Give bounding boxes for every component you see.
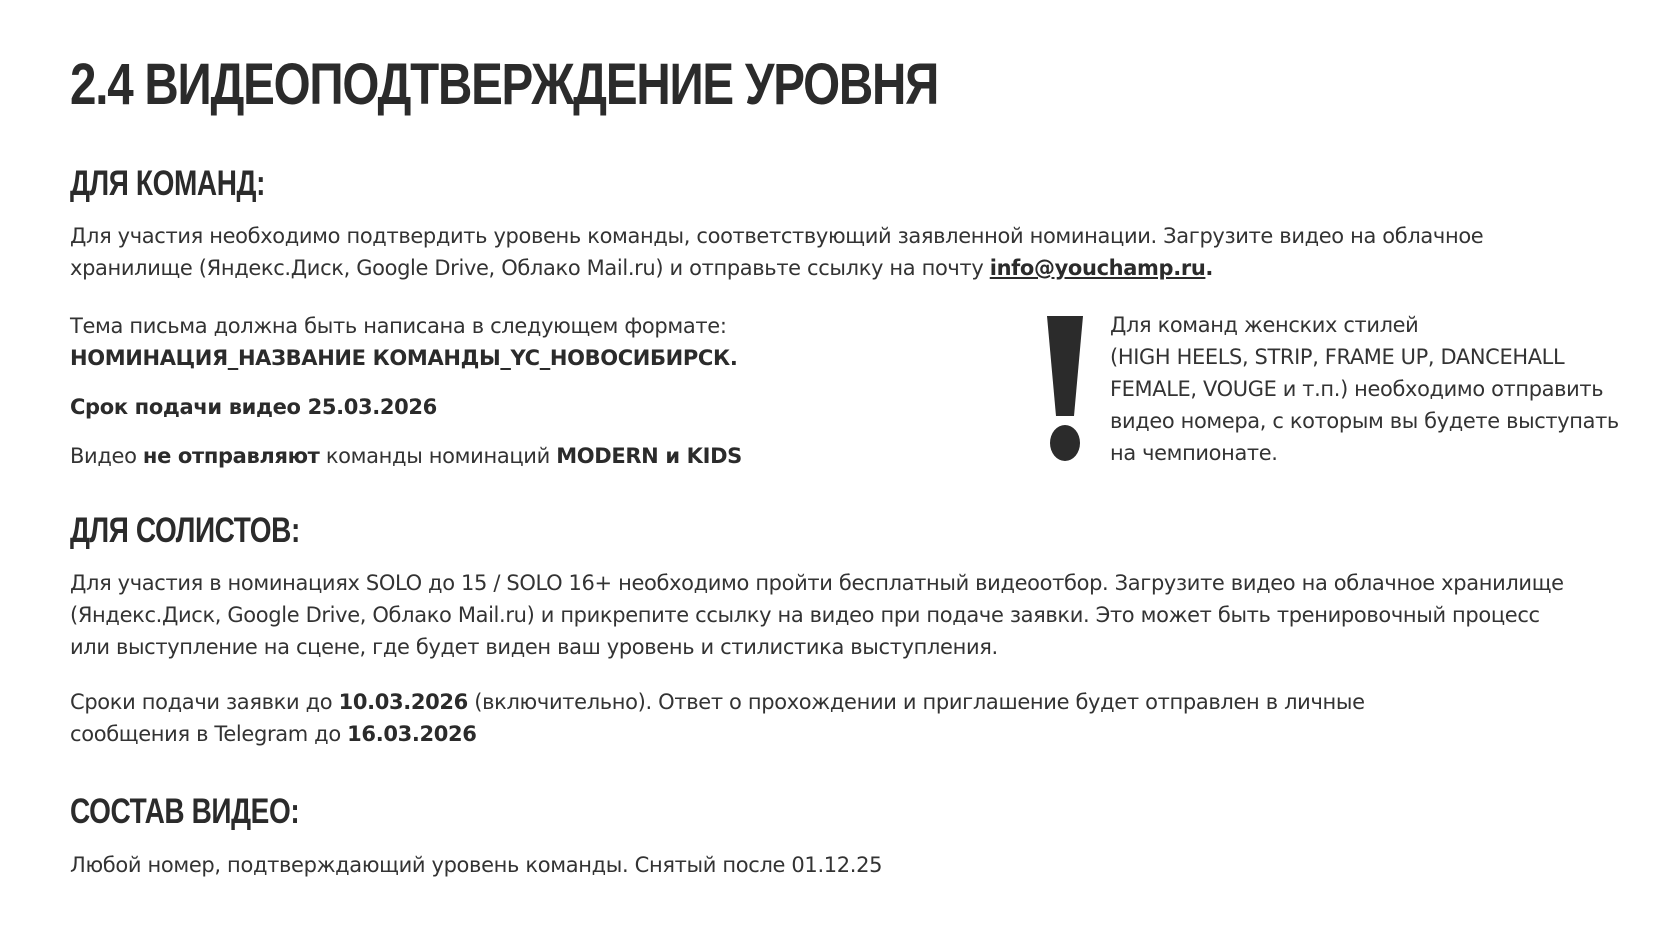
exempt-prefix: Видео <box>70 444 143 468</box>
dates-mid: (включительно). Ответ о прохождении и приглашение будет отправлен в личные <box>467 690 1365 714</box>
email-link[interactable]: info@youchamp.ru <box>989 256 1206 280</box>
dates-date1: 10.03.2026 <box>338 690 468 714</box>
soloists-line1: Для участия в номинациях SOLO до 15 / SOLO 16+ необходимо пройти бесплатный видеоотбор. Загрузите видео на облачное хранилище <box>70 571 1564 595</box>
teams-heading: ДЛЯ КОМАНД: <box>70 164 266 203</box>
exclamation-bar <box>1047 316 1083 416</box>
teams-intro-line1: Для участия необходимо подтвердить уровень команды, соответствующий заявленной номинации. Загрузите видео на облачное <box>70 224 1484 248</box>
soloists-text <box>70 567 1668 663</box>
soloists-heading: ДЛЯ СОЛИСТОВ: <box>70 511 300 550</box>
page-title: 2.4 ВИДЕОПОДТВЕРЖДЕНИЕ УРОВНЯ <box>70 52 939 117</box>
exclamation-icon <box>1045 316 1085 462</box>
female-styles-note <box>1110 309 1668 469</box>
note-line5: на чемпионате. <box>1110 441 1278 465</box>
deadline-text: Срок подачи видео 25.03.2026 <box>70 395 437 419</box>
video-heading: СОСТАВ ВИДЕО: <box>70 792 300 831</box>
note-line3: FEMALE, VOUGE и т.п.) необходимо отправить <box>1110 377 1604 401</box>
exempt-text <box>70 440 742 472</box>
video-text <box>70 849 882 881</box>
teams-deadline <box>70 391 437 423</box>
dates-prefix: Сроки подачи заявки до <box>70 690 339 714</box>
teams-intro-line2: хранилище (Яндекс.Диск, Google Drive, Облако Mail.ru) и отправьте ссылку на почту <box>70 256 990 280</box>
note-line2: (HIGH HEELS, STRIP, FRAME UP, DANCEHALL <box>1110 345 1565 369</box>
exempt-bold: не отправляют <box>142 444 320 468</box>
dates-line2-prefix: сообщения в Telegram до <box>70 722 348 746</box>
note-line4: видео номера, с которым вы будете выступать <box>1110 409 1619 433</box>
teams-intro <box>70 220 1668 284</box>
video-text-line: Любой номер, подтверждающий уровень команды. Снятый после 01.12.25 <box>70 853 883 877</box>
soloists-line2: (Яндекс.Диск, Google Drive, Облако Mail.ru) и прикрепите ссылку на видео при подаче заявки. Это может быть тренировочный процесс <box>70 603 1540 627</box>
soloists-line3: или выступление на сцене, где будет виден ваш уровень и стилистика выступления. <box>70 635 998 659</box>
exclamation-dot <box>1050 425 1080 461</box>
subject-format: НОМИНАЦИЯ_НАЗВАНИЕ КОМАНДЫ_YC_НОВОСИБИРСК. <box>70 346 738 370</box>
exempt-nominations: MODERN и KIDS <box>556 444 742 468</box>
soloists-dates <box>70 686 1365 750</box>
email-tail: . <box>1205 256 1214 280</box>
subject-label: Тема письма должна быть написана в следующем формате: <box>70 314 727 338</box>
exempt-mid: команды номинаций <box>319 444 557 468</box>
dates-date2: 16.03.2026 <box>347 722 477 746</box>
note-line1: Для команд женских стилей <box>1110 313 1419 337</box>
subject-format-block <box>70 310 737 374</box>
